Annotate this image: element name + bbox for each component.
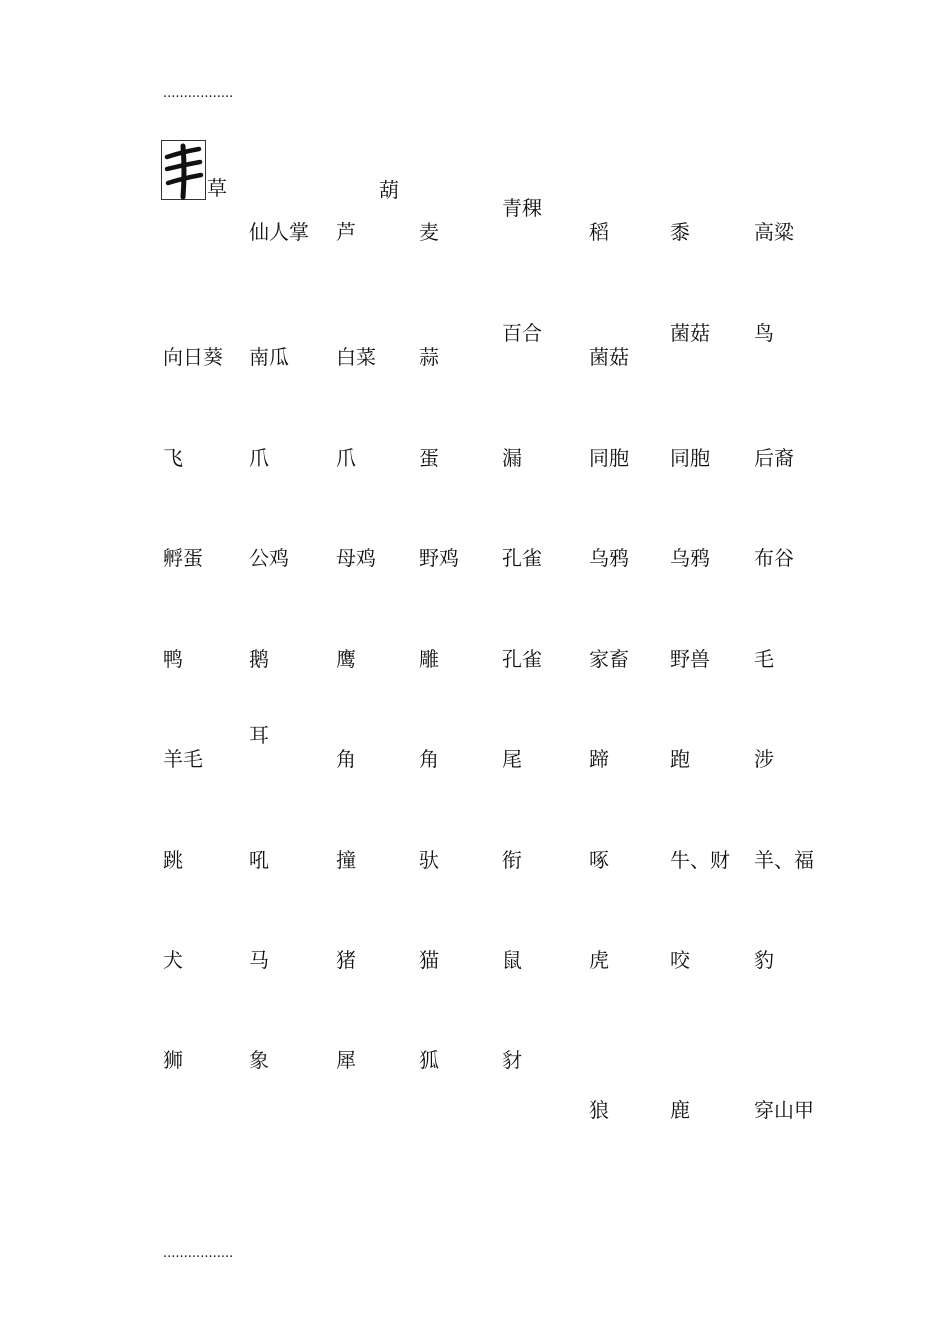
grid-word: 角 — [336, 747, 356, 771]
grid-word: 稻 — [589, 220, 609, 244]
grid-word: 鸟 — [754, 321, 774, 345]
grid-word: 马 — [249, 948, 269, 972]
grid-word: 尾 — [502, 747, 522, 771]
grid-word: 虎 — [589, 948, 609, 972]
grid-word: 咬 — [670, 948, 690, 972]
grid-word: 母鸡 — [336, 546, 376, 570]
grid-word: 公鸡 — [249, 546, 289, 570]
grid-word: 跑 — [670, 747, 690, 771]
grid-word: 猪 — [336, 948, 356, 972]
grid-word: 羊毛 — [163, 747, 203, 771]
grid-word: 麦 — [419, 220, 439, 244]
grid-word: 同胞 — [589, 446, 629, 470]
grid-word: 角 — [419, 747, 439, 771]
grid-word: 鹅 — [249, 647, 269, 671]
grid-word: 乌鸦 — [589, 546, 629, 570]
grid-word: 爪 — [249, 446, 269, 470]
grid-word: 布谷 — [754, 546, 794, 570]
grid-word: 百合 — [502, 321, 542, 345]
grid-word: 孔雀 — [502, 647, 542, 671]
grid-word: 蛋 — [419, 446, 439, 470]
ancient-feng-glyph-icon — [162, 141, 207, 201]
grid-word: 猫 — [419, 948, 439, 972]
grid-word: 乌鸦 — [670, 546, 710, 570]
grid-word: 狼 — [589, 1098, 609, 1122]
grid-word: 蒜 — [419, 345, 439, 369]
grid-word: 涉 — [754, 747, 774, 771]
grid-word: 鸭 — [163, 647, 183, 671]
grid-word: 爪 — [336, 446, 356, 470]
grid-word: 青稞 — [502, 196, 542, 220]
grid-word: 菌菇 — [670, 321, 710, 345]
grid-word: 毛 — [754, 647, 774, 671]
header-dots: ................. — [163, 86, 234, 101]
grid-word: 衔 — [502, 848, 522, 872]
grid-word: 仙人掌 — [249, 220, 309, 244]
footer-dots: ................. — [163, 1246, 234, 1261]
grid-word: 白菜 — [336, 345, 376, 369]
grid-word: 芦 — [336, 220, 356, 244]
grid-word: 狮 — [163, 1048, 183, 1072]
grid-word: 羊、福 — [754, 848, 814, 872]
grid-word: 耳 — [249, 723, 269, 747]
grid-word: 鹿 — [670, 1098, 690, 1122]
grid-word: 家畜 — [589, 647, 629, 671]
grid-word: 黍 — [670, 220, 690, 244]
grid-word: 犬 — [163, 948, 183, 972]
grid-word: 跳 — [163, 848, 183, 872]
ancient-character-image — [161, 140, 206, 200]
grid-word: 野兽 — [670, 647, 710, 671]
grid-word: 高粱 — [754, 220, 794, 244]
grid-word: 吼 — [249, 848, 269, 872]
grid-word: 草 — [207, 176, 227, 200]
grid-word: 鼠 — [502, 948, 522, 972]
grid-word: 豺 — [502, 1048, 522, 1072]
grid-word: 孵蛋 — [163, 546, 203, 570]
grid-word: 向日葵 — [163, 345, 223, 369]
grid-word: 菌菇 — [589, 345, 629, 369]
grid-word: 驮 — [419, 848, 439, 872]
grid-word: 孔雀 — [502, 546, 542, 570]
grid-word: 雕 — [419, 647, 439, 671]
grid-word: 犀 — [336, 1048, 356, 1072]
grid-word: 象 — [249, 1048, 269, 1072]
grid-word: 南瓜 — [249, 345, 289, 369]
grid-word: 撞 — [336, 848, 356, 872]
grid-word: 啄 — [589, 848, 609, 872]
grid-word: 狐 — [419, 1048, 439, 1072]
grid-word: 漏 — [502, 446, 522, 470]
grid-word: 穿山甲 — [754, 1098, 814, 1122]
grid-word: 蹄 — [589, 747, 609, 771]
grid-word: 葫 — [379, 178, 399, 202]
grid-word: 牛、财 — [670, 848, 730, 872]
grid-word: 后裔 — [754, 446, 794, 470]
grid-word: 野鸡 — [419, 546, 459, 570]
grid-word: 同胞 — [670, 446, 710, 470]
grid-word: 豹 — [754, 948, 774, 972]
grid-word: 鹰 — [336, 647, 356, 671]
grid-word: 飞 — [163, 446, 183, 470]
